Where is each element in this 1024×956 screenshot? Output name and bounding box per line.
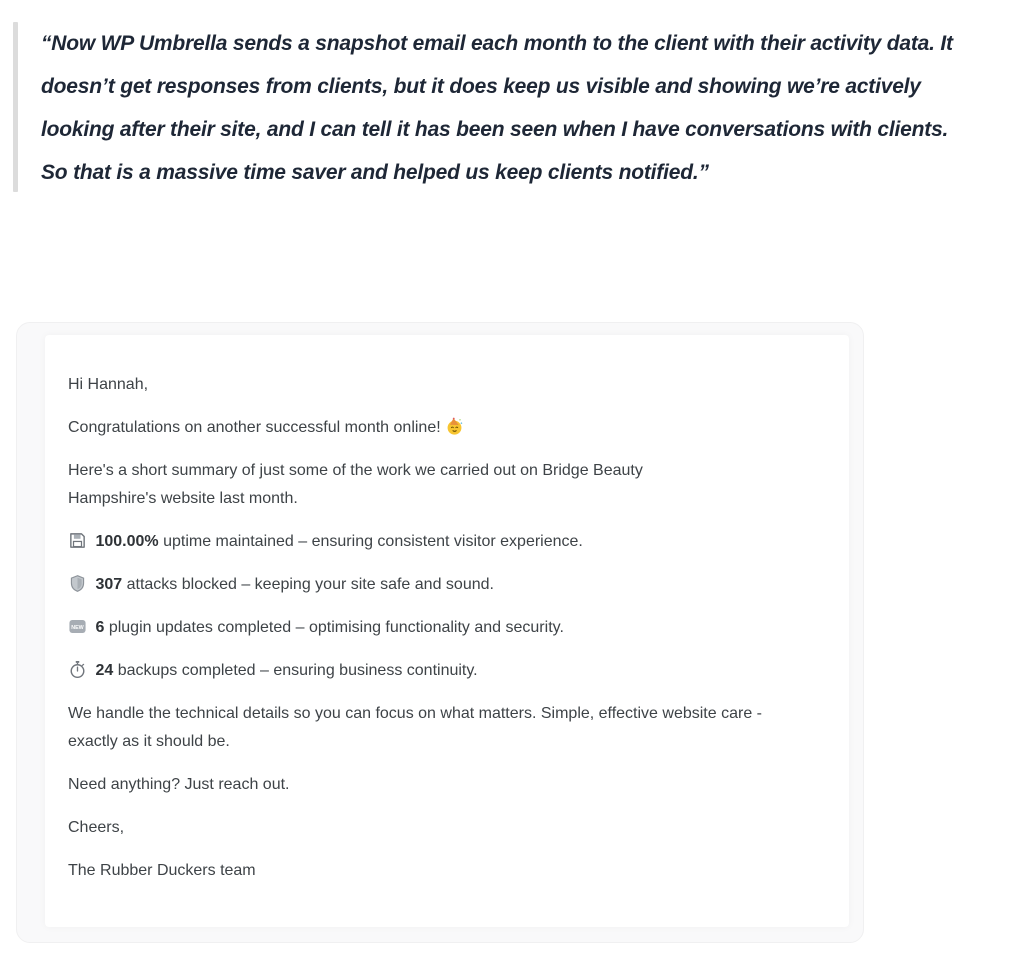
stat-value: 6 [95, 619, 105, 636]
new-button-label: NEW [71, 624, 84, 631]
stat-value: 307 [95, 576, 123, 593]
email-preview-card [16, 322, 864, 943]
stat-value: 24 [95, 662, 114, 679]
stopwatch-icon [68, 660, 87, 679]
email-congrats-line [68, 414, 819, 442]
email-closing-paragraph: We handle the technical details so you can focus on what matters. Simple, effective website care - exactly as it should be. [68, 705, 762, 750]
testimonial-quote: “Now WP Umbrella sends a snapshot email each month to the client with their activity data. It doesn’t get responses from clients, but it does keep us visible and showing we’re actively looking after their site, and I can tell it has been seen when I have conversations with clients. So that is a massive time saver and helped us keep clients notified.” [41, 32, 953, 184]
party-face-icon [445, 417, 464, 436]
email-signoff: Cheers, [68, 819, 125, 836]
shield-icon [68, 574, 87, 593]
email-body [45, 335, 849, 885]
testimonial-section [13, 22, 988, 194]
email-congrats-text: Congratulations on another successful month online! [68, 419, 441, 436]
email-summary-intro: Here's a short summary of just some of the work we carried out on Bridge Beauty Hampshire's website last month. [68, 462, 643, 507]
email-greeting: Hi Hannah, [68, 376, 149, 393]
stat-row-backups [68, 657, 819, 685]
email-reach-out-line: Need anything? Just reach out. [68, 776, 290, 793]
stat-text: backups completed – ensuring business continuity. [117, 662, 478, 679]
floppy-disk-icon [68, 531, 87, 550]
email-screenshot-panel [45, 335, 849, 927]
quote-accent-bar [13, 22, 18, 192]
stat-row-plugins [68, 614, 819, 642]
stat-row-attacks [68, 571, 819, 599]
stat-text: uptime maintained – ensuring consistent visitor experience. [163, 533, 583, 550]
stat-row-uptime [68, 528, 819, 556]
email-team-signature: The Rubber Duckers team [68, 862, 256, 879]
stat-text: plugin updates completed – optimising functionality and security. [108, 619, 564, 636]
stat-value: 100.00% [95, 533, 159, 550]
new-button-icon [68, 617, 87, 636]
stat-text: attacks blocked – keeping your site safe and sound. [126, 576, 494, 593]
